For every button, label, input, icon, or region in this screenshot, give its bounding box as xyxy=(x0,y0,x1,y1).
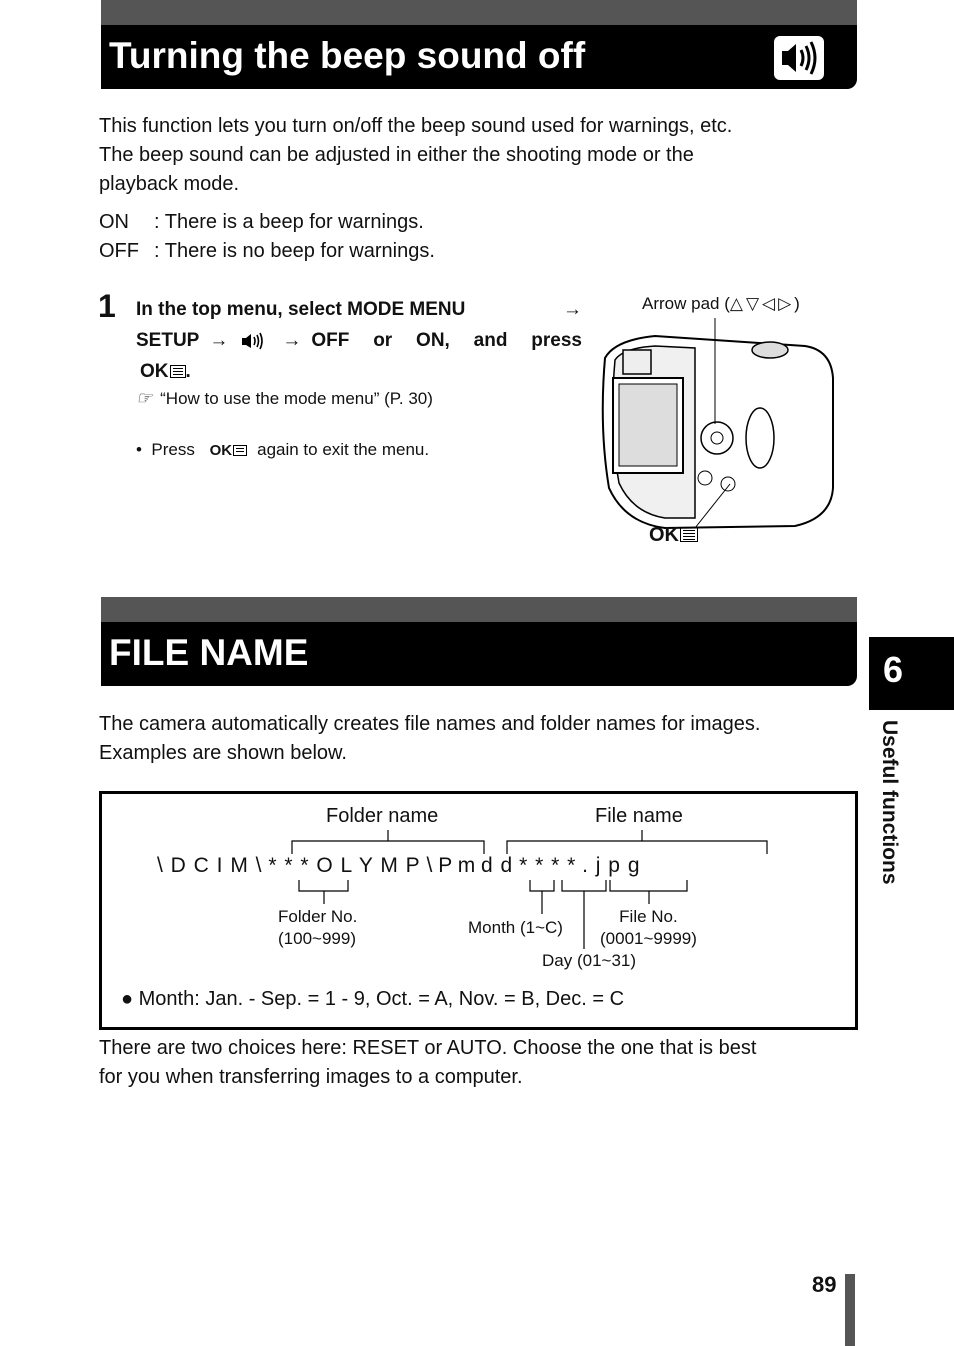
chapter-number: 6 xyxy=(883,649,904,690)
bullet-note xyxy=(136,440,429,460)
path-example xyxy=(157,854,641,878)
path-part: . j p g xyxy=(582,854,641,877)
path-part: \ xyxy=(426,854,433,877)
step-text: In the top menu, select MODE MENU xyxy=(136,299,466,320)
menu-icon xyxy=(170,365,186,378)
outro-line: for you when transferring images to a computer. xyxy=(99,1066,523,1088)
month-note xyxy=(121,988,624,1011)
option-key: ON xyxy=(99,211,129,233)
section-title: Turning the beep sound off xyxy=(109,35,586,76)
step-instruction xyxy=(136,294,582,387)
arrow-pad-close: ) xyxy=(794,294,800,313)
ok-label: OK xyxy=(209,442,233,459)
ok-button-glyph: OK . xyxy=(140,356,582,387)
step-line xyxy=(136,325,582,356)
section-banner-top xyxy=(101,0,857,26)
path-part: d d xyxy=(481,854,514,877)
day-label: Day (01~31) xyxy=(542,951,637,970)
month-label: Month (1~C) xyxy=(468,918,563,937)
intro-line: The camera automatically creates file names and folder names for images. xyxy=(99,713,761,735)
path-part: P xyxy=(438,854,452,877)
step-text: SETUP xyxy=(136,330,200,351)
arrow-pad-symbols: △▽◁▷ xyxy=(729,294,795,313)
chapter-label-text: Useful functions xyxy=(878,720,901,885)
arrow-right-icon: → xyxy=(563,299,582,320)
menu-icon xyxy=(233,445,247,456)
ok-button-label xyxy=(649,524,698,547)
path-part: * * * O L Y M P xyxy=(268,854,421,877)
option-off xyxy=(99,237,435,266)
arrow-right-icon: → xyxy=(282,330,302,351)
intro-line: This function lets you turn on/off the beep sound used for warnings, etc. xyxy=(99,115,733,137)
intro-line: playback mode. xyxy=(99,173,240,195)
month-note-text: Month: Jan. - Sep. = 1 - 9, Oct. = A, Nov. = B, Dec. = C xyxy=(138,988,625,1010)
file-no-text: File No. xyxy=(619,907,678,926)
path-part: * * * * xyxy=(519,854,577,877)
menu-icon xyxy=(680,527,698,542)
folder-no-label xyxy=(278,906,357,950)
file-no-range: (0001~9999) xyxy=(600,929,697,948)
section-banner xyxy=(101,25,857,89)
step-line xyxy=(136,294,582,325)
outro-line: There are two choices here: RESET or AUTO. Choose the one that is best xyxy=(99,1037,757,1059)
outro-paragraph xyxy=(99,1034,756,1092)
camera-illustration xyxy=(595,318,845,538)
section-banner-top xyxy=(101,597,857,623)
beep-icon xyxy=(774,36,824,80)
reference-note xyxy=(136,388,433,409)
reference-text: “How to use the mode menu” (P. 30) xyxy=(160,389,433,408)
file-no-label xyxy=(600,906,697,950)
bullet-text: again to exit the menu. xyxy=(257,440,430,459)
page-number: 89 xyxy=(812,1272,837,1297)
bullet-text: Press xyxy=(151,440,195,459)
option-key: OFF xyxy=(99,240,139,262)
file-name-intro xyxy=(99,710,760,768)
folder-no-text: Folder No. xyxy=(278,907,358,926)
folder-name-label: Folder name xyxy=(326,805,439,827)
path-part: m xyxy=(457,854,476,877)
arrow-pad-label xyxy=(642,294,800,314)
chapter-tab xyxy=(869,637,954,710)
arrow-right-icon: → xyxy=(209,330,229,351)
section-banner xyxy=(101,622,857,686)
ok-label: OK xyxy=(649,524,679,546)
intro-line: The beep sound can be adjusted in either the shooting mode or the xyxy=(99,144,694,166)
bullet-dot: • xyxy=(136,440,152,459)
reference-icon: ☞ xyxy=(136,388,153,408)
option-on xyxy=(99,208,435,237)
chapter-label xyxy=(873,720,903,930)
arrow-pad-text: Arrow pad ( xyxy=(642,294,730,313)
section-title: FILE NAME xyxy=(109,632,309,673)
option-desc: : There is a beep for warnings. xyxy=(154,211,424,233)
step-text: OFF or ON, and press xyxy=(311,330,582,351)
option-list xyxy=(99,208,435,266)
option-desc: : There is no beep for warnings. xyxy=(154,240,435,262)
intro-line: Examples are shown below. xyxy=(99,742,347,764)
beep-icon xyxy=(240,331,270,351)
step-number: 1 xyxy=(98,288,116,324)
path-part: \ D C I M \ xyxy=(157,854,263,877)
bullet-dot: ● xyxy=(121,988,139,1010)
file-name-label: File name xyxy=(595,805,683,827)
file-name-diagram xyxy=(99,791,858,1030)
ok-label: OK xyxy=(140,361,169,382)
folder-no-range: (100~999) xyxy=(278,929,356,948)
intro-paragraph xyxy=(99,112,732,199)
page-bar xyxy=(845,1274,855,1346)
